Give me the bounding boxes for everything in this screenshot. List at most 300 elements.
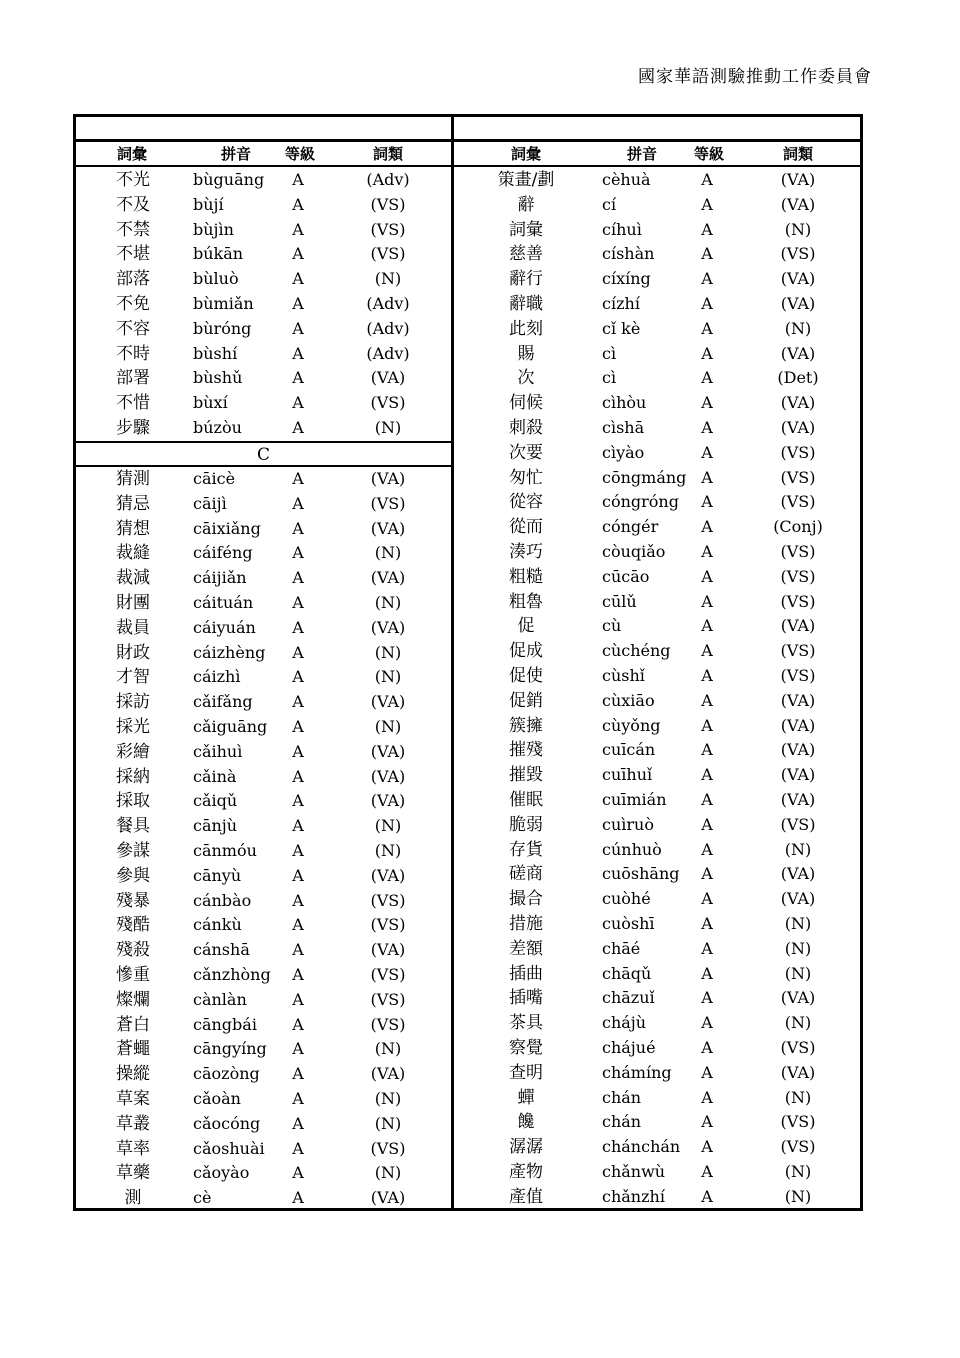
word-cell: 步驟 — [116, 418, 150, 438]
pinyin-cell: cǎnzhòng — [193, 965, 271, 984]
pinyin-cell: cǎoyào — [193, 1163, 250, 1183]
word-cell: 查明 — [509, 1062, 543, 1083]
pos-cell: (VA) — [370, 368, 406, 388]
pinyin-cell: cuīcán — [602, 740, 656, 760]
level-cell: A — [292, 741, 304, 761]
pos-cell: (N) — [374, 593, 402, 612]
word-cell: 財政 — [116, 642, 150, 663]
pinyin-cell: cànlàn — [193, 989, 247, 1009]
pos-cell: (N) — [374, 543, 402, 563]
header-bottom-line — [73, 165, 863, 167]
word-cell: 茶具 — [509, 1013, 543, 1034]
word-cell: 燦爛 — [116, 989, 150, 1010]
word-cell: 蒼白 — [116, 1014, 150, 1035]
level-cell: A — [292, 170, 304, 189]
pos-cell: (VS) — [370, 1014, 406, 1034]
pinyin-cell: chámíng — [602, 1062, 672, 1082]
pos-cell: (VS) — [370, 1138, 406, 1158]
pos-cell: (VS) — [780, 814, 816, 834]
pos-cell: (VA) — [370, 469, 406, 488]
level-cell: A — [701, 219, 713, 239]
pos-cell: (VA) — [780, 343, 816, 363]
level-cell: A — [701, 269, 713, 289]
word-cell: 饞 — [517, 1112, 535, 1133]
pinyin-cell: cánshā — [193, 940, 250, 960]
right-header-word: 詞彙 — [510, 145, 541, 163]
right-header-level: 等級 — [693, 145, 724, 163]
pinyin-cell: chán — [602, 1087, 642, 1107]
level-cell: A — [292, 865, 304, 885]
pinyin-cell: cízhí — [602, 294, 640, 313]
pos-cell: (VA) — [780, 418, 816, 437]
pinyin-cell: cíxíng — [602, 269, 651, 289]
pos-cell: (N) — [374, 642, 402, 662]
pinyin-cell: còuqiǎo — [602, 542, 666, 561]
word-cell: 簇擁 — [509, 715, 543, 736]
pos-cell: (N) — [784, 219, 812, 239]
word-cell: 草率 — [116, 1138, 150, 1159]
level-cell: A — [292, 816, 304, 836]
level-cell: A — [292, 418, 304, 437]
word-cell: 從容 — [509, 492, 543, 513]
pos-cell: (Adv) — [366, 343, 410, 363]
level-cell: A — [292, 1113, 304, 1133]
pinyin-cell: cì — [602, 368, 617, 388]
word-cell: 產物 — [509, 1162, 543, 1182]
pinyin-cell: cānjù — [193, 816, 238, 836]
pinyin-cell: cóngróng — [602, 492, 679, 512]
level-cell: A — [292, 717, 304, 736]
word-cell: 匆忙 — [509, 467, 543, 488]
level-cell: A — [292, 1089, 304, 1108]
pinyin-cell: cáizhì — [193, 667, 241, 687]
pinyin-cell: cǎocóng — [193, 1113, 261, 1133]
level-cell: A — [701, 889, 713, 909]
pos-cell: (VS) — [780, 244, 816, 264]
level-cell: A — [701, 740, 713, 760]
pinyin-cell: cìhòu — [602, 393, 647, 413]
pos-cell: (VA) — [370, 940, 406, 960]
level-cell: A — [292, 368, 304, 388]
word-cell: 操縱 — [116, 1064, 150, 1085]
level-cell: A — [292, 543, 304, 563]
word-cell: 草案 — [116, 1089, 150, 1109]
pos-cell: (N) — [374, 269, 402, 289]
level-cell: A — [701, 1137, 713, 1157]
word-cell: 粗魯 — [509, 591, 543, 612]
word-cell: 殘暴 — [116, 890, 150, 911]
level-cell: A — [292, 219, 304, 239]
level-cell: A — [292, 1039, 304, 1059]
word-cell: 採取 — [116, 791, 150, 812]
word-cell: 採光 — [116, 717, 150, 737]
level-cell: A — [292, 642, 304, 662]
pinyin-cell: chǎnzhí — [602, 1186, 665, 1206]
word-cell: 財團 — [116, 593, 150, 613]
pinyin-cell: cǎiqǔ — [193, 791, 238, 811]
word-cell: 測 — [124, 1188, 142, 1209]
pos-cell: (VS) — [780, 1112, 816, 1132]
pos-cell: (N) — [374, 841, 402, 860]
level-cell: A — [292, 791, 304, 811]
word-cell: 不容 — [116, 318, 150, 339]
pinyin-cell: cǐ kè — [602, 318, 641, 338]
pos-cell: (VS) — [780, 641, 816, 661]
word-cell: 次要 — [509, 442, 543, 463]
pinyin-cell: cùxiāo — [602, 690, 655, 710]
pos-cell: (VA) — [780, 616, 816, 636]
pinyin-cell: chánchán — [602, 1137, 681, 1157]
pinyin-cell: cáiféng — [193, 543, 253, 563]
pos-cell: (VS) — [370, 393, 406, 413]
pinyin-cell: cùshǐ — [602, 666, 645, 685]
pinyin-cell: cānmóu — [193, 841, 257, 860]
level-cell: A — [701, 418, 713, 437]
level-cell: A — [701, 690, 713, 710]
word-cell: 差額 — [509, 938, 543, 959]
pinyin-cell: bùguāng — [193, 170, 265, 189]
word-cell: 次 — [517, 368, 535, 389]
pinyin-cell: cāicè — [193, 469, 236, 488]
word-cell: 詞彙 — [509, 219, 543, 240]
pinyin-cell: cǎifǎng — [193, 692, 253, 712]
pos-cell: (VA) — [780, 194, 816, 214]
pinyin-cell: cùyǒng — [602, 715, 661, 735]
level-cell: A — [701, 393, 713, 413]
level-cell: A — [701, 566, 713, 586]
pos-cell: (VS) — [780, 467, 816, 487]
pos-cell: (VA) — [780, 269, 816, 289]
level-cell: A — [292, 841, 304, 860]
word-cell: 此刻 — [509, 318, 543, 339]
level-cell: A — [292, 469, 304, 488]
word-cell: 蒼蠅 — [116, 1039, 150, 1060]
level-cell: A — [292, 915, 304, 935]
pos-cell: (VS) — [780, 492, 816, 512]
pinyin-cell: bùjìn — [193, 219, 234, 239]
level-cell: A — [292, 965, 304, 984]
pos-cell: (N) — [374, 418, 402, 437]
pos-cell: (Det) — [777, 368, 819, 388]
level-cell: A — [701, 641, 713, 661]
pinyin-cell: cuīmián — [602, 790, 667, 809]
pos-cell: (VA) — [780, 294, 816, 313]
pos-cell: (Adv) — [366, 294, 410, 313]
word-cell: 插嘴 — [509, 988, 543, 1009]
word-cell: 刺殺 — [509, 418, 543, 438]
level-cell: A — [701, 839, 713, 859]
left-header-pos: 詞類 — [372, 145, 403, 163]
word-cell: 不堪 — [116, 244, 150, 265]
pos-cell: (VA) — [370, 766, 406, 786]
pinyin-cell: bùshǔ — [193, 368, 243, 388]
word-cell: 粗糙 — [509, 566, 543, 587]
pinyin-cell: cuòshī — [602, 914, 655, 933]
column-divider — [451, 114, 454, 1211]
pos-cell: (VA) — [370, 1188, 406, 1208]
pos-cell: (N) — [374, 1089, 402, 1108]
pinyin-cell: cánbào — [193, 890, 252, 910]
pos-cell: (VA) — [780, 864, 816, 884]
pos-cell: (VS) — [370, 194, 406, 214]
word-cell: 裁縫 — [116, 543, 150, 564]
pinyin-cell: cǎinà — [193, 766, 237, 786]
pinyin-cell: cù — [602, 616, 622, 636]
word-cell: 採納 — [116, 766, 150, 787]
word-cell: 策畫/劃 — [497, 170, 555, 190]
pinyin-cell: bùshí — [193, 343, 238, 363]
level-cell: A — [701, 170, 713, 189]
level-cell: A — [701, 368, 713, 388]
level-cell: A — [701, 790, 713, 809]
pinyin-cell: chǎnwù — [602, 1162, 666, 1181]
word-cell: 摧殘 — [509, 740, 543, 761]
pos-cell: (N) — [784, 839, 812, 859]
level-cell: A — [701, 492, 713, 512]
pinyin-cell: cuòhé — [602, 889, 651, 909]
left-header-level: 等級 — [284, 145, 315, 163]
word-cell: 撮合 — [509, 889, 543, 910]
word-cell: 餐具 — [116, 816, 150, 837]
pinyin-cell: cāngyíng — [193, 1039, 267, 1059]
pinyin-cell: cáijiǎn — [193, 568, 247, 588]
pinyin-cell: cōngmáng — [602, 467, 687, 487]
pinyin-cell: chāé — [602, 938, 641, 958]
pos-cell: (N) — [784, 914, 812, 933]
pinyin-cell: cúnhuò — [602, 839, 662, 859]
word-cell: 慈善 — [509, 244, 543, 265]
level-cell: A — [292, 568, 304, 588]
pinyin-cell: císhàn — [602, 244, 655, 264]
pinyin-cell: cíhuì — [602, 219, 642, 239]
pos-cell: (VS) — [370, 219, 406, 239]
level-cell: A — [701, 715, 713, 735]
pinyin-cell: bùxí — [193, 393, 228, 413]
level-cell: A — [292, 1163, 304, 1183]
pinyin-cell: cǎihuì — [193, 741, 243, 761]
word-cell: 殘酷 — [116, 915, 150, 936]
level-cell: A — [292, 194, 304, 214]
level-cell: A — [292, 766, 304, 786]
level-cell: A — [701, 343, 713, 363]
pos-cell: (N) — [374, 667, 402, 687]
pinyin-cell: cèhuà — [602, 170, 651, 189]
level-cell: A — [292, 294, 304, 313]
pos-cell: (VS) — [780, 1038, 816, 1057]
pos-cell: (VA) — [370, 741, 406, 761]
level-cell: A — [292, 1014, 304, 1034]
word-cell: 猜測 — [116, 469, 150, 489]
level-cell: A — [701, 318, 713, 338]
pos-cell: (VA) — [370, 791, 406, 811]
word-cell: 蟬 — [517, 1087, 535, 1108]
word-cell: 草叢 — [116, 1113, 150, 1134]
pos-cell: (N) — [784, 318, 812, 338]
right-header-pinyin: 拼音 — [626, 145, 657, 163]
pos-cell: (VS) — [370, 965, 406, 984]
pinyin-cell: chájù — [602, 1013, 647, 1033]
pos-cell: (N) — [374, 816, 402, 836]
pinyin-cell: cè — [193, 1188, 212, 1208]
pinyin-cell: búzòu — [193, 418, 242, 437]
word-cell: 從而 — [509, 517, 543, 538]
pos-cell: (VS) — [370, 493, 406, 513]
pos-cell: (VA) — [370, 568, 406, 588]
level-cell: A — [701, 765, 713, 785]
pinyin-cell: chāzuǐ — [602, 988, 655, 1008]
word-cell: 辭職 — [509, 294, 543, 314]
pinyin-cell: cánkù — [193, 915, 242, 935]
pos-cell: (VS) — [780, 442, 816, 462]
level-cell: A — [701, 988, 713, 1008]
word-cell: 採訪 — [116, 692, 150, 713]
pinyin-cell: cìyào — [602, 442, 645, 462]
pinyin-cell: cāixiǎng — [193, 518, 261, 538]
level-cell: A — [292, 244, 304, 264]
level-cell: A — [701, 1013, 713, 1033]
level-cell: A — [292, 493, 304, 513]
word-cell: 促成 — [509, 641, 543, 662]
pos-cell: (Adv) — [366, 170, 410, 189]
word-cell: 脆弱 — [509, 814, 543, 835]
pos-cell: (VS) — [370, 989, 406, 1009]
pos-cell: (N) — [784, 1186, 812, 1206]
word-cell: 不及 — [116, 194, 150, 215]
pos-cell: (N) — [374, 1039, 402, 1059]
level-cell: A — [701, 616, 713, 636]
pinyin-cell: bùróng — [193, 318, 252, 338]
level-cell: A — [701, 864, 713, 884]
level-cell: A — [701, 244, 713, 264]
pos-cell: (N) — [374, 1113, 402, 1133]
pos-cell: (VS) — [370, 915, 406, 935]
level-cell: A — [292, 940, 304, 960]
header-band-line — [73, 139, 863, 142]
pinyin-cell: cūlǔ — [602, 591, 637, 611]
pinyin-cell: cáizhèng — [193, 642, 266, 662]
word-cell: 參謀 — [116, 841, 150, 861]
pinyin-cell: chájué — [602, 1038, 656, 1057]
level-cell: A — [701, 814, 713, 834]
pos-cell: (VA) — [780, 170, 816, 189]
word-cell: 辭 — [517, 194, 535, 215]
pinyin-cell: cóngér — [602, 517, 659, 537]
level-cell: A — [292, 890, 304, 910]
word-cell: 不禁 — [116, 219, 150, 240]
left-header-pinyin: 拼音 — [220, 145, 251, 163]
level-cell: A — [292, 1064, 304, 1084]
level-cell: A — [292, 1138, 304, 1158]
word-cell: 促 — [517, 616, 535, 637]
word-cell: 不免 — [116, 294, 150, 314]
level-cell: A — [701, 517, 713, 537]
pinyin-cell: bùluò — [193, 269, 239, 289]
pos-cell: (VS) — [780, 566, 816, 586]
pinyin-cell: cǎiguāng — [193, 717, 268, 736]
pos-cell: (VA) — [780, 690, 816, 710]
pinyin-cell: chán — [602, 1112, 642, 1132]
left-header-word: 詞彙 — [116, 145, 147, 163]
level-cell: A — [701, 294, 713, 313]
level-cell: A — [292, 393, 304, 413]
level-cell: A — [701, 938, 713, 958]
word-cell: 部署 — [116, 368, 150, 389]
level-cell: A — [701, 542, 713, 561]
word-cell: 磋商 — [509, 864, 543, 885]
section-heading-c: C — [76, 441, 451, 467]
word-cell: 伺候 — [509, 393, 543, 414]
pos-cell: (VS) — [780, 542, 816, 561]
word-cell: 不光 — [116, 170, 150, 190]
word-cell: 裁員 — [116, 617, 150, 638]
pos-cell: (VA) — [370, 1064, 406, 1084]
pos-cell: (VS) — [370, 244, 406, 264]
word-cell: 摧毀 — [509, 765, 543, 786]
word-cell: 猜想 — [116, 518, 150, 539]
pos-cell: (VA) — [370, 692, 406, 712]
level-cell: A — [292, 989, 304, 1009]
pos-cell: (VA) — [780, 988, 816, 1008]
pos-cell: (VS) — [780, 666, 816, 685]
word-cell: 殘殺 — [116, 940, 150, 961]
pos-cell: (VA) — [780, 790, 816, 809]
pos-cell: (N) — [784, 1087, 812, 1107]
pos-cell: (VA) — [780, 393, 816, 413]
word-cell: 潺潺 — [509, 1137, 543, 1158]
pinyin-cell: cùchéng — [602, 641, 671, 661]
level-cell: A — [701, 1162, 713, 1181]
level-cell: A — [292, 318, 304, 338]
level-cell: A — [701, 591, 713, 611]
pinyin-cell: cǎoàn — [193, 1089, 241, 1108]
word-cell: 催眠 — [509, 790, 543, 810]
level-cell: A — [701, 1038, 713, 1057]
level-cell: A — [292, 269, 304, 289]
pinyin-cell: cáituán — [193, 593, 254, 612]
pinyin-cell: cuōshāng — [602, 864, 680, 884]
pinyin-cell: cānyù — [193, 865, 242, 885]
word-cell: 插曲 — [509, 963, 543, 984]
pos-cell: (VS) — [370, 890, 406, 910]
right-header-pos: 詞類 — [782, 145, 813, 163]
pos-cell: (VA) — [780, 1062, 816, 1082]
pos-cell: (N) — [784, 938, 812, 958]
pos-cell: (VA) — [780, 715, 816, 735]
word-cell: 促銷 — [509, 690, 543, 711]
level-cell: A — [701, 1062, 713, 1082]
level-cell: A — [292, 692, 304, 712]
word-cell: 不惜 — [116, 393, 150, 414]
level-cell: A — [701, 1186, 713, 1206]
pos-cell: (VS) — [780, 1137, 816, 1157]
level-cell: A — [292, 667, 304, 687]
level-cell: A — [292, 518, 304, 538]
level-cell: A — [292, 617, 304, 637]
pos-cell: (VA) — [780, 889, 816, 909]
word-cell: 存貨 — [509, 839, 543, 860]
level-cell: A — [292, 1188, 304, 1208]
pos-cell: (Adv) — [366, 318, 410, 338]
pos-cell: (VA) — [780, 765, 816, 785]
word-cell: 猜忌 — [116, 493, 150, 514]
pinyin-cell: cāozòng — [193, 1064, 260, 1084]
pinyin-cell: cìshā — [602, 418, 645, 437]
pinyin-cell: cì — [602, 343, 617, 363]
pos-cell: (VA) — [370, 518, 406, 538]
pos-cell: (N) — [784, 1162, 812, 1181]
pos-cell: (VA) — [370, 617, 406, 637]
level-cell: A — [701, 442, 713, 462]
